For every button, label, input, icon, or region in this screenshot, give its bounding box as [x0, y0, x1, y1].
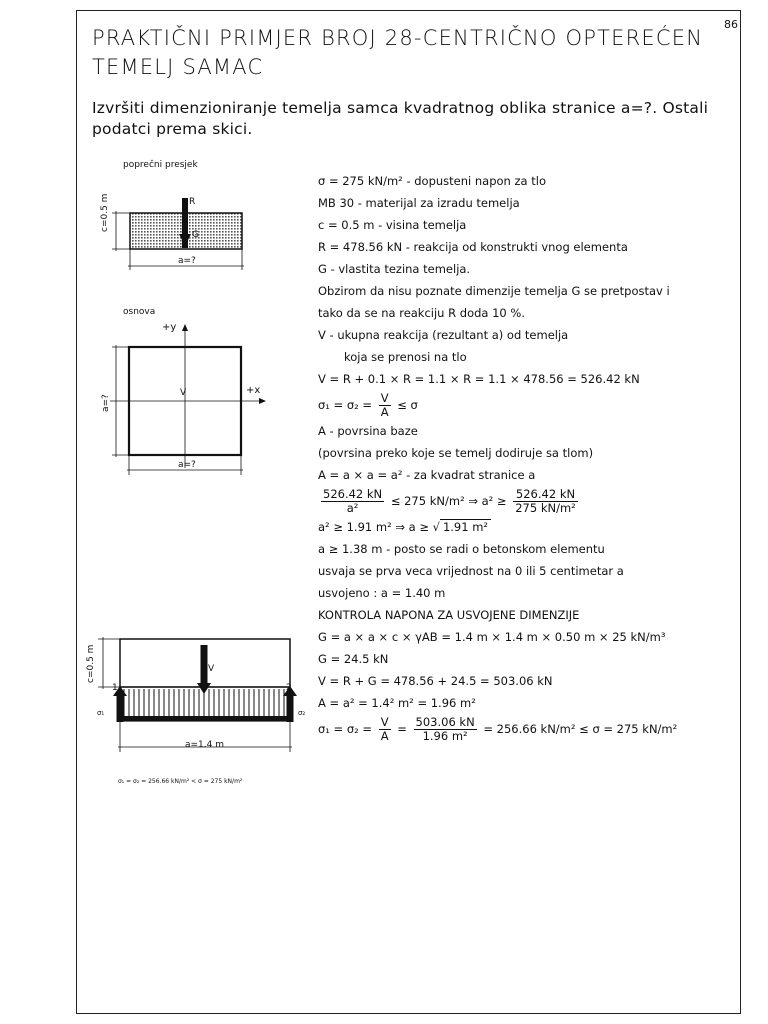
- calc-line-2: MB 30 - materijal za izradu temelja: [318, 196, 520, 210]
- calc-line-17: a ≥ 1.38 m - posto se radi o betonskom elementu: [318, 542, 605, 556]
- calc-line-6: Obzirom da nisu poznate dimenzije temelja G se pretpostav i: [318, 284, 670, 298]
- lower-v-label: V: [208, 664, 215, 674]
- calc-line-20: KONTROLA NAPONA ZA USVOJENE DIMENZIJE: [318, 608, 580, 622]
- calc-line-3: c = 0.5 m - visina temelja: [318, 218, 467, 232]
- fraction-2: $\frac{526.42 kN}{\text{275 kN/m²}}$: [515, 487, 576, 515]
- y-axis-label: +y: [162, 322, 177, 333]
- bottom-stress-formula: σ₁ = σ₂ = 256.66 kN/m² < σ = 275 kN/m²: [118, 778, 243, 785]
- final-numeric-fraction: $\frac{503.06 kN}{\text{1.96 m²}}$: [415, 715, 475, 743]
- sqrt-value: 1.91 m²: [440, 519, 491, 534]
- calc-line-1: σ = 275 kN/m² - dopusteni napon za tlo: [318, 174, 546, 188]
- calc-line-5: G - vlastita tezina temelja.: [318, 262, 471, 276]
- calc-line-15: [318, 486, 738, 516]
- x-axis-label: +x: [246, 385, 261, 396]
- width-dimension-label: a=?: [178, 256, 196, 266]
- calc-line-14: A = a × a = a² - za kvadrat stranice a: [318, 468, 536, 482]
- task-statement: Izvršiti dimenzioniranje temelja samca kvadratnog oblika stranice a=?. Ostali podatci prema skici.: [92, 99, 709, 138]
- calc-line-12: A - povrsina baze: [318, 424, 418, 438]
- plan-label: osnova: [123, 307, 156, 317]
- calc-line-16: [318, 516, 738, 538]
- calc-line-8: V - ukupna reakcija (rezultant a) od temelja: [318, 328, 569, 342]
- final-stress-left: σ₁ = σ₂ =: [318, 722, 373, 736]
- point-2-label: 2: [286, 683, 292, 693]
- calc-line-13: (povrsina preko koje se temelj dodiruje sa tlom): [318, 446, 594, 460]
- calc-line-18: usvaja se prva veca vrijednost na 0 ili 5 centimetar a: [318, 564, 624, 578]
- height-dimension-label: c=0.5 m: [100, 193, 110, 232]
- fraction-1: $\frac{526.42 kN}{\text{a²}}$: [323, 487, 383, 515]
- lower-height-label: c=0.5 m: [86, 644, 96, 683]
- calc-line-4: R = 478.56 kN - reakcija od konstrukti vnog elementa: [318, 240, 628, 254]
- calc-line-11: [318, 390, 738, 420]
- calc-line-7: tako da se na reakciju R doda 10 %.: [318, 306, 525, 320]
- final-v-over-a: $\frac{V}{A}$: [380, 715, 389, 743]
- sigma2-label: σ₂: [298, 709, 306, 717]
- calc-line-9: koja se prenosi na tlo: [344, 350, 467, 364]
- plan-width-label: a=?: [178, 460, 196, 470]
- v-over-a-fraction: $\frac{V}{A}$: [380, 391, 389, 419]
- sigma1-label: σ₁: [97, 709, 105, 717]
- calc-line-21: G = a × a × c × γAB = 1.4 m × 1.4 m × 0.50 m × 25 kN/m³: [318, 630, 666, 644]
- point-1-label: 1: [112, 683, 118, 693]
- calc-line-10: V = R + 0.1 × R = 1.1 × R = 1.1 × 478.56 = 526.42 kN: [318, 372, 640, 386]
- sqrt-symbol: √: [432, 520, 440, 534]
- inequality-middle: ≤ 275 kN/m² ⇒ a² ≥: [390, 494, 507, 508]
- final-equals: =: [397, 722, 407, 736]
- stress-eq-right: ≤ σ: [397, 398, 418, 412]
- calc-line-22: G = 24.5 kN: [318, 652, 389, 666]
- calc-line-23: V = R + G = 478.56 + 24.5 = 503.06 kN: [318, 674, 553, 688]
- page-number: 86: [724, 18, 738, 31]
- calculation-text: [318, 170, 738, 744]
- stress-eq-left: σ₁ = σ₂ =: [318, 398, 373, 412]
- plan-side-label: a=?: [101, 394, 111, 412]
- v-point-label: V: [180, 388, 187, 398]
- reaction-r-label: R: [189, 197, 196, 207]
- self-weight-g-label: G: [192, 230, 199, 240]
- calc-line-25: [318, 714, 738, 744]
- final-stress-right: = 256.66 kN/m² ≤ σ = 275 kN/m²: [483, 722, 678, 736]
- page-title: PRAKTIČNI PRIMJER BROJ 28-CENTRIČNO OPTEREĆEN TEMELJ SAMAC: [92, 26, 704, 79]
- calc-line-19: usvojeno : a = 1.40 m: [318, 586, 446, 600]
- adopted-width-label: a=1.4 m: [185, 740, 224, 750]
- calc-line-24: A = a² = 1.4² m² = 1.96 m²: [318, 696, 476, 710]
- a-squared-inequality: a² ≥ 1.91 m² ⇒ a ≥: [318, 520, 429, 534]
- cross-section-label: poprečni presjek: [123, 160, 198, 170]
